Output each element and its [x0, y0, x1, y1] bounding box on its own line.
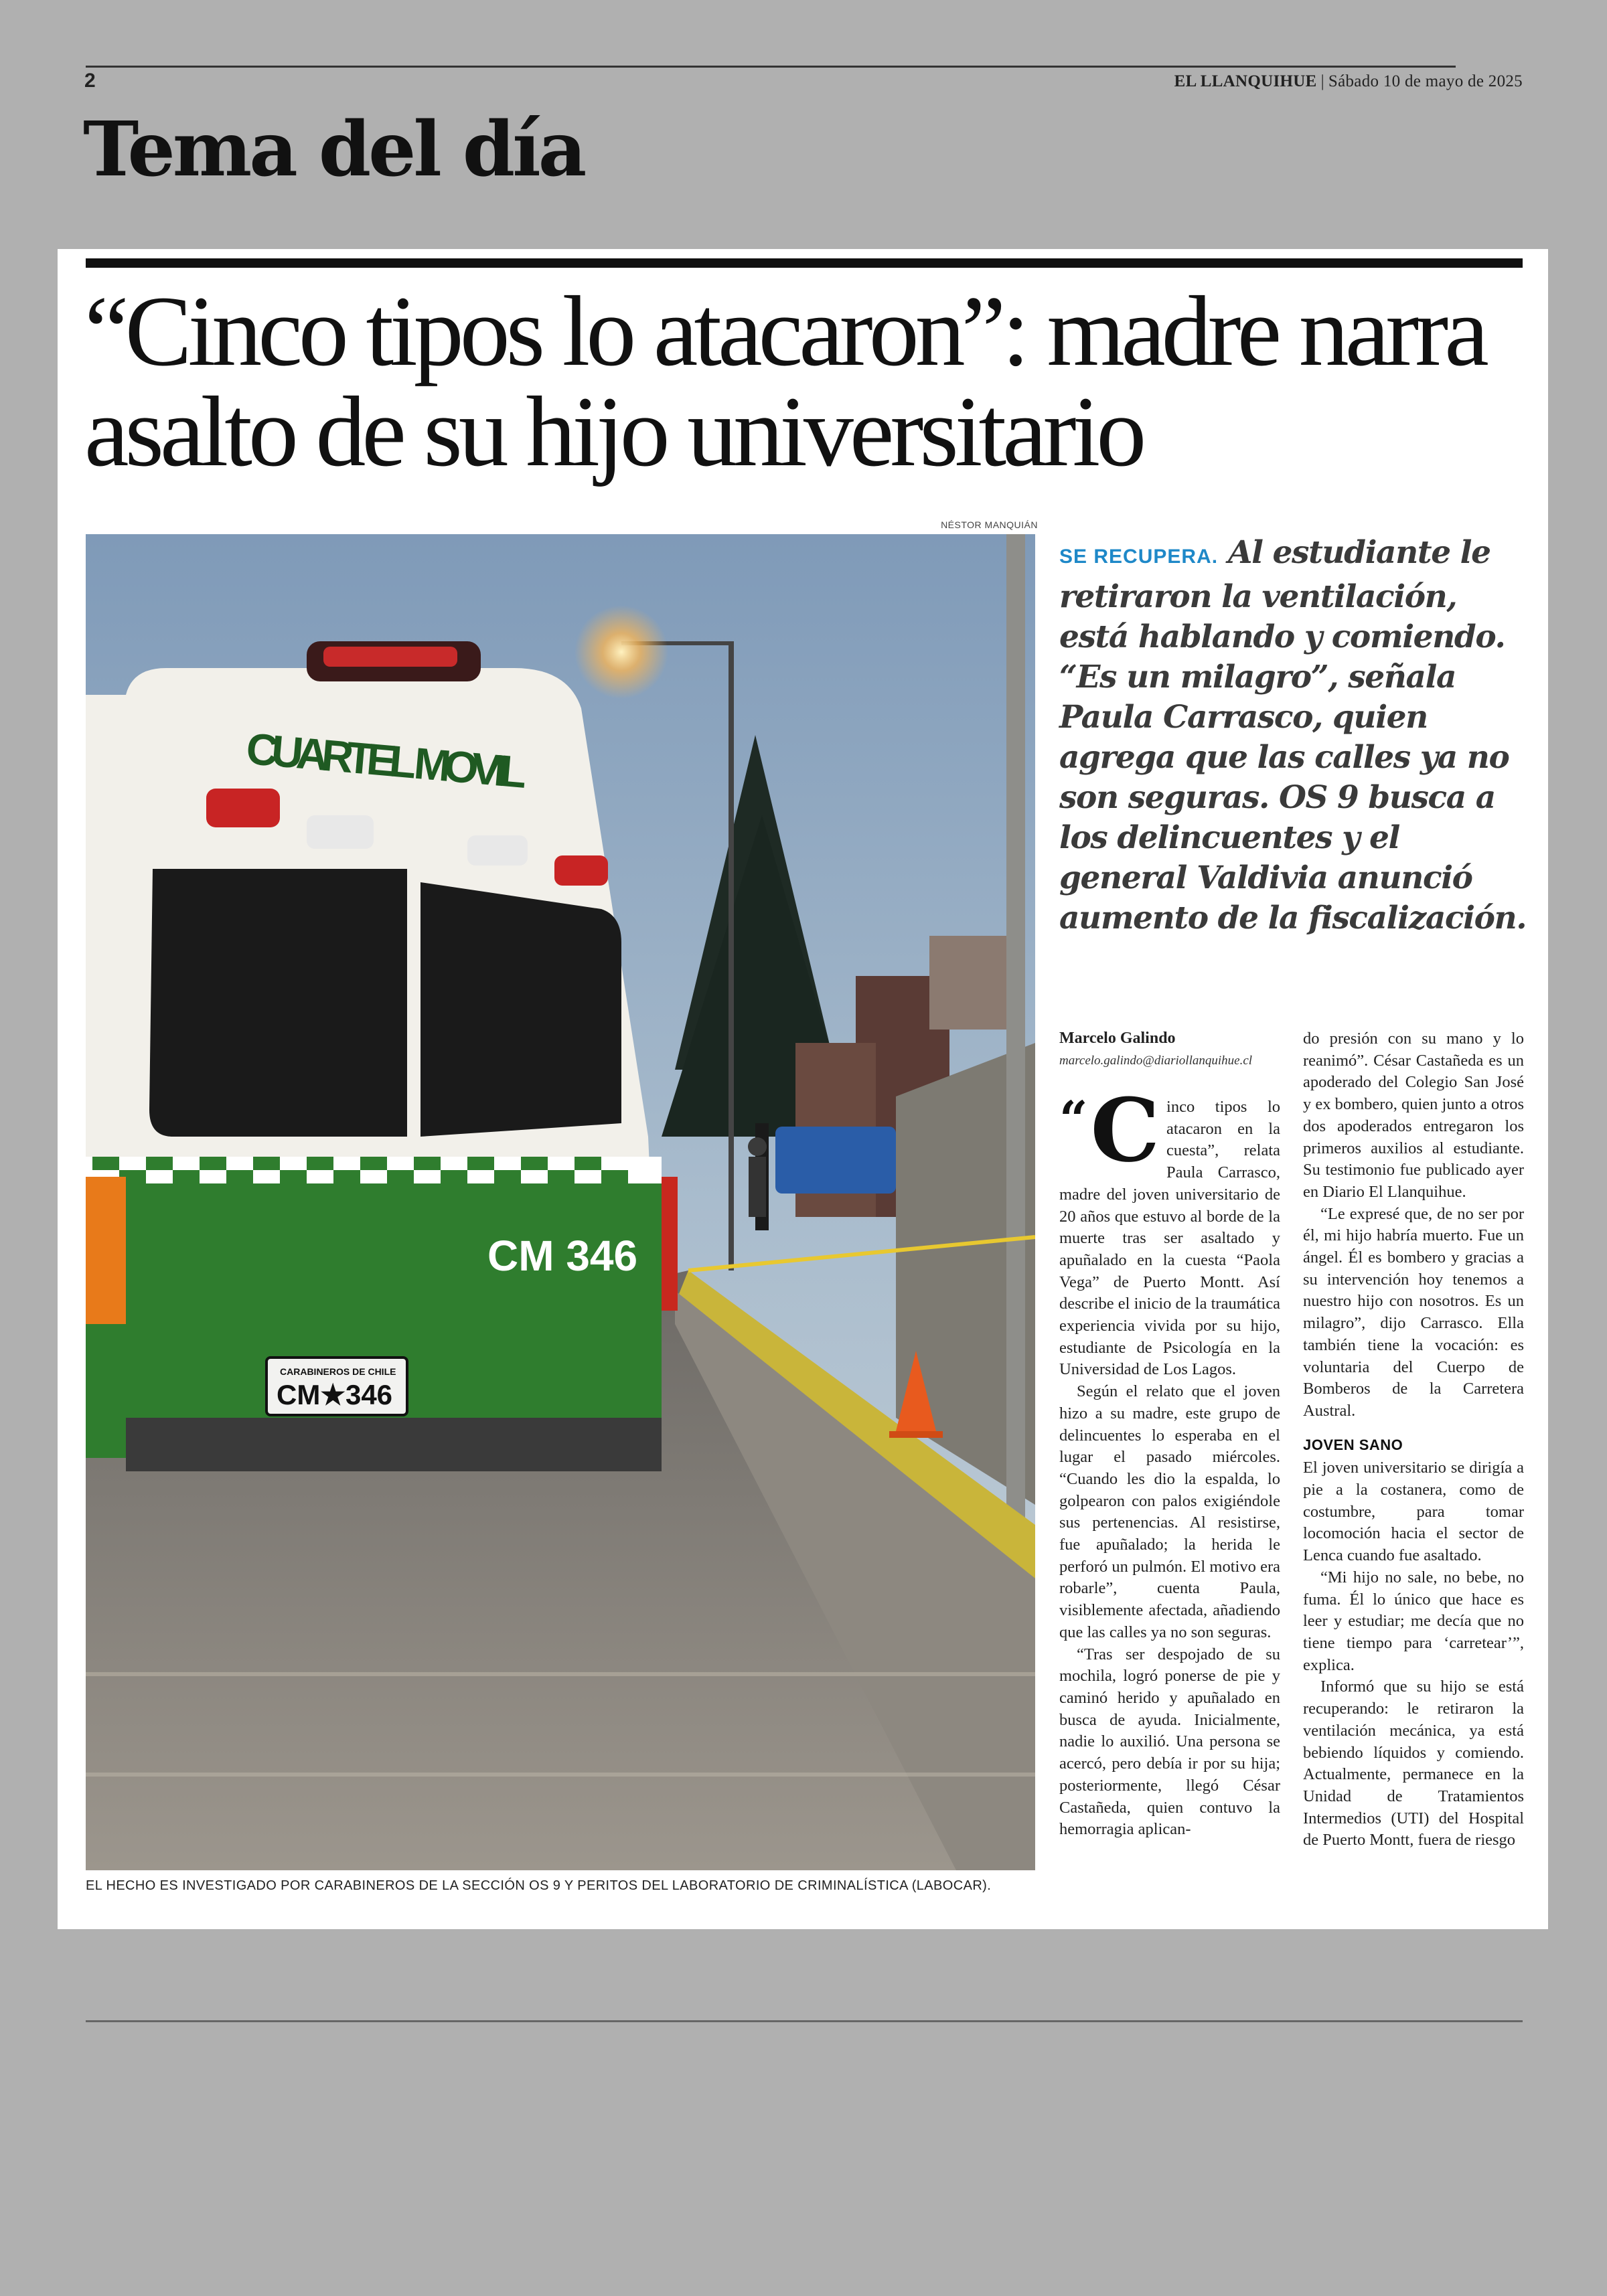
plate-header: CARABINEROS DE CHILE [280, 1366, 396, 1377]
dropcap-quote: “ [1059, 1091, 1088, 1149]
section-title: Tema del día [83, 106, 585, 193]
issue-date: Sábado 10 de mayo de 2025 [1328, 72, 1523, 90]
paragraph: El joven universitario se dirigía a pie a la costanera, como de costumbre, para tomar locomoción hacia el sector de Lenca cuando fue asaltado. [1303, 1459, 1524, 1565]
bottom-rule [86, 2020, 1523, 2022]
paragraph-text: inco tipos lo atacaron en la cuesta”, relata Paula Carrasco, madre del joven universitario de 20 años que estuvo al borde de la muerte tras ser asaltado y apuñalado en la cuesta “Paola Vega” de Puerto Montt. Así describe el inicio de la traumática experiencia vivida por su hijo, estudiante de Psicología en la Universidad de Los Lagos. [1059, 1098, 1280, 1379]
van-top-text: CUARTEL MOVIL [244, 723, 529, 798]
kicker: SE RECUPERA. [1059, 546, 1219, 568]
top-rule [86, 66, 1456, 68]
masthead: EL LLANQUIHUE | Sábado 10 de mayo de 2025 [1174, 72, 1523, 90]
subhead: JOVEN SANO [1303, 1436, 1403, 1453]
body-column-1 [1059, 1079, 1280, 1841]
article-deck [1059, 533, 1528, 938]
paragraph: “Le expresé que, de no ser por él, mi hijo habría muerto. Fue un ángel. Él es bombero y gracias a su intervención hoy tenemos a nuestro hijo con nosotros. Es un milagro”, dijo Carrasco. Ella también tiene la vocación: es voluntaria del Cuerpo de Bomberos de la Carretera Austral. [1303, 1204, 1524, 1420]
paragraph: Informó que su hijo se está recuperando: le retiraron la ventilación mecánica, ya está bebiendo líquidos y comiendo. Actualmente, permanece en la Unidad de Tratamientos Intermedios (UTI) del Hospital de Puerto Montt, fuera de riesgo [1303, 1677, 1524, 1850]
newspaper-name: EL LLANQUIHUE [1174, 72, 1317, 90]
dropcap-letter: C [1090, 1079, 1160, 1181]
article-photo [86, 534, 1035, 1870]
van-side-number: CM 346 [487, 1232, 638, 1280]
author-email[interactable]: marcelo.galindo@diariollanquihue.cl [1059, 1054, 1253, 1068]
headline: “Cinco tipos lo atacaron”: madre narra asalto de su hijo universitario [84, 276, 1485, 487]
paragraph: Según el relato que el joven hizo a su madre, este grupo de delincuentes lo esperaba en el lugar el pasado miércoles. “Cuando les dio la espalda, lo golpearon con palos exigiéndole sus pertenencias. Al resistirse, fue apuñalado; la herida le perforó un pulmón. El motivo era robarle”, cuenta Paula, visiblemente afectada, añadiendo que las calles ya no son seguras. [1059, 1382, 1280, 1641]
paragraph: do presión con su mano y lo reanimó”. César Castañeda es un apoderado del Colegio San José y ex bombero, quien junto a otros dos apoderados entregaron los primeros auxilios al estudiante. Su testimonio fue publicado ayer en Diario El Llanquihue. [1303, 1030, 1525, 1201]
police-van-scene-illustration [86, 534, 1035, 1870]
page-number: 2 [84, 70, 96, 92]
body-column-2 [1303, 1028, 1524, 1852]
photo-credit: NÉSTOR MANQUIÁN [941, 519, 1038, 530]
lead-paragraph [1059, 1079, 1280, 1381]
author-name: Marcelo Galindo [1059, 1030, 1176, 1047]
deck-text: Al estudiante le retiraron la ventilación, está hablando y comiendo. “Es un milagro”, señala Paula Carrasco, quien agrega que las calles ya no son seguras. OS 9 busca a los delincuentes y el general Valdivia anunció aumento de la fiscalización. [1059, 534, 1527, 936]
paragraph: “Mi hijo no sale, no bebe, no fuma. Él lo único que hace es leer y estudiar; me decía que no tiene tiempo para ‘carretear’”, explica. [1303, 1568, 1524, 1674]
photo-caption: EL HECHO ES INVESTIGADO POR CARABINEROS DE LA SECCIÓN OS 9 Y PERITOS DEL LABORATORIO DE CRIMINALÍSTICA (LABOCAR). [86, 1878, 992, 1893]
plate-number: CM★346 [277, 1379, 393, 1410]
headline-rule [86, 258, 1523, 268]
paragraph: “Tras ser despojado de su mochila, logró ponerse de pie y caminó herido y apuñalado en busca de ayuda. Inicialmente, nadie lo auxilió. Una persona se acercó, pero debía ir por su hija; posteriormente, llegó César Castañeda, quien contuvo la hemorragia aplican- [1059, 1645, 1280, 1839]
